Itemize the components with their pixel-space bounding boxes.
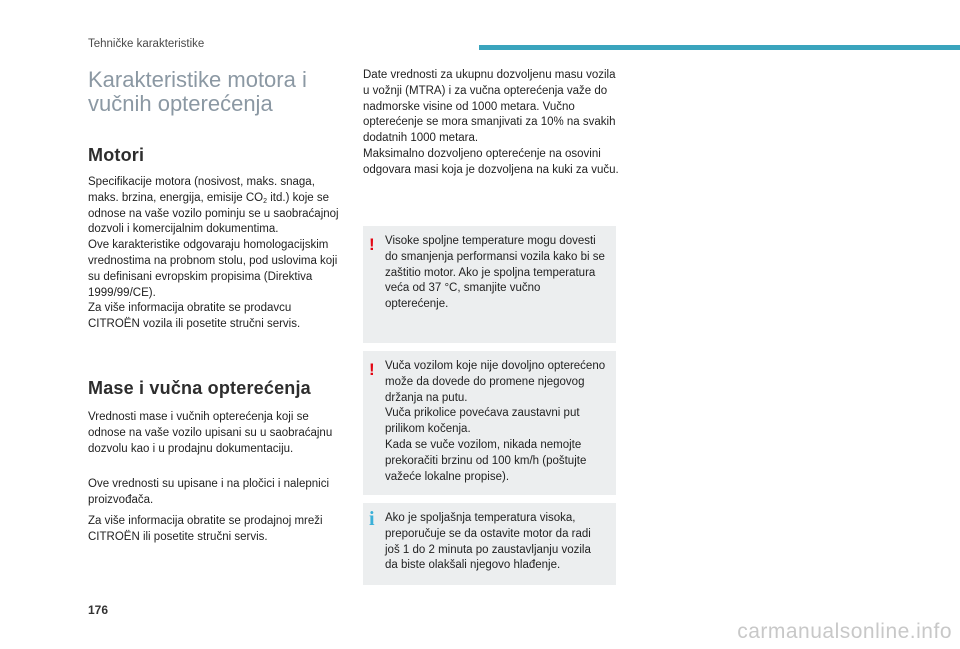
mase-paragraph-2: Ove vrednosti su upisane i na pločici i nalepnici proizvođača.: [88, 478, 329, 506]
motori-paragraph-3: Za više informacija obratite se prodavcu CITROËN vozila ili posetite stručni servis.: [88, 302, 301, 331]
warning-notice-heat: [363, 226, 616, 343]
info-cooling-text: Ako je spoljašnja temperatura visoka, preporučuje se da ostavite motor da radi još 1 do 2 minuta po zaustavljanju vozila da biste olakšali njegovo hlađenje.: [385, 512, 591, 572]
page-title: Karakteristike motora i vučnih opterećenja: [88, 67, 307, 116]
column2-paragraph-1: Date vrednosti za ukupnu dozvoljenu masu vozila u vožnji (MTRA) i za vučna opterećenja važe do nadmorske visine od 1000 metara. Vučno opterećenje se mora smanjivati za 10% na svakih dodatnih 1000 metara.: [363, 69, 616, 145]
warning-icon: !: [369, 235, 375, 254]
heading-mase: Mase i vučna opterećenja: [88, 378, 311, 398]
header-accent-bar: [479, 45, 960, 50]
warning-towing-line-1: Vuča vozilom koje nije dovoljno opterećeno može da dovede do promene njegovog držanja na putu.: [385, 360, 606, 404]
watermark: carmanualsonline.info: [737, 620, 952, 643]
column2-text: [363, 68, 619, 179]
heading-motori: Motori: [88, 145, 145, 165]
warning-heat-text: Visoke spoljne temperature mogu dovesti do smanjenja performansi vozila kako bi se zaštitio motor. Ako je spoljna temperatura veća od 37 °C, smanjite vučno opterećenje.: [385, 235, 605, 311]
info-icon: i: [369, 508, 375, 530]
warning-towing-line-2: Vuča prikolice povećava zaustavni put prilikom kočenja.: [385, 407, 580, 436]
warning-icon: !: [369, 360, 375, 379]
motori-text: [88, 175, 346, 333]
mase-paragraph-3: Za više informacija obratite se prodajnoj mreži CITROËN ili posetite stručni servis.: [88, 515, 323, 543]
warning-towing-line-3: Kada se vuče vozilom, nikada nemojte prekoračiti brzinu od 100 km/h (poštujte važeće lokalne propise).: [385, 438, 587, 483]
info-notice-cooling: [363, 503, 616, 585]
mase-paragraph-1: Vrednosti mase i vučnih opterećenja koji se odnose na vaše vozilo upisani su u saobraćajnu dozvolu kao i u prodajnu dokumentaciju.: [88, 411, 333, 455]
warning-notice-towing: [363, 351, 616, 495]
page-number: 176: [88, 603, 109, 617]
motori-paragraph-1: Specifikacije motora (nosivost, maks. snaga, maks. brzina, energija, emisije $CO_2$ itd.) koje se odnose na vaše vozilo pominju se u saobraćajnoj dozvoli i komercijalnim dokumentima.: [88, 176, 339, 236]
column2-paragraph-2: Maksimalno dozvoljeno opterećenje na osovini odgovara masi koja je dozvoljena na kuki za vuču.: [363, 147, 619, 176]
header-section-label: Tehničke karakteristike: [88, 38, 205, 50]
motori-paragraph-2: Ove karakteristike odgovaraju homologacijskim vrednostima na probnom stolu, pod uslovima koji su definisani evropskim propisima (Direktiva 1999/99/CE).: [88, 239, 338, 299]
